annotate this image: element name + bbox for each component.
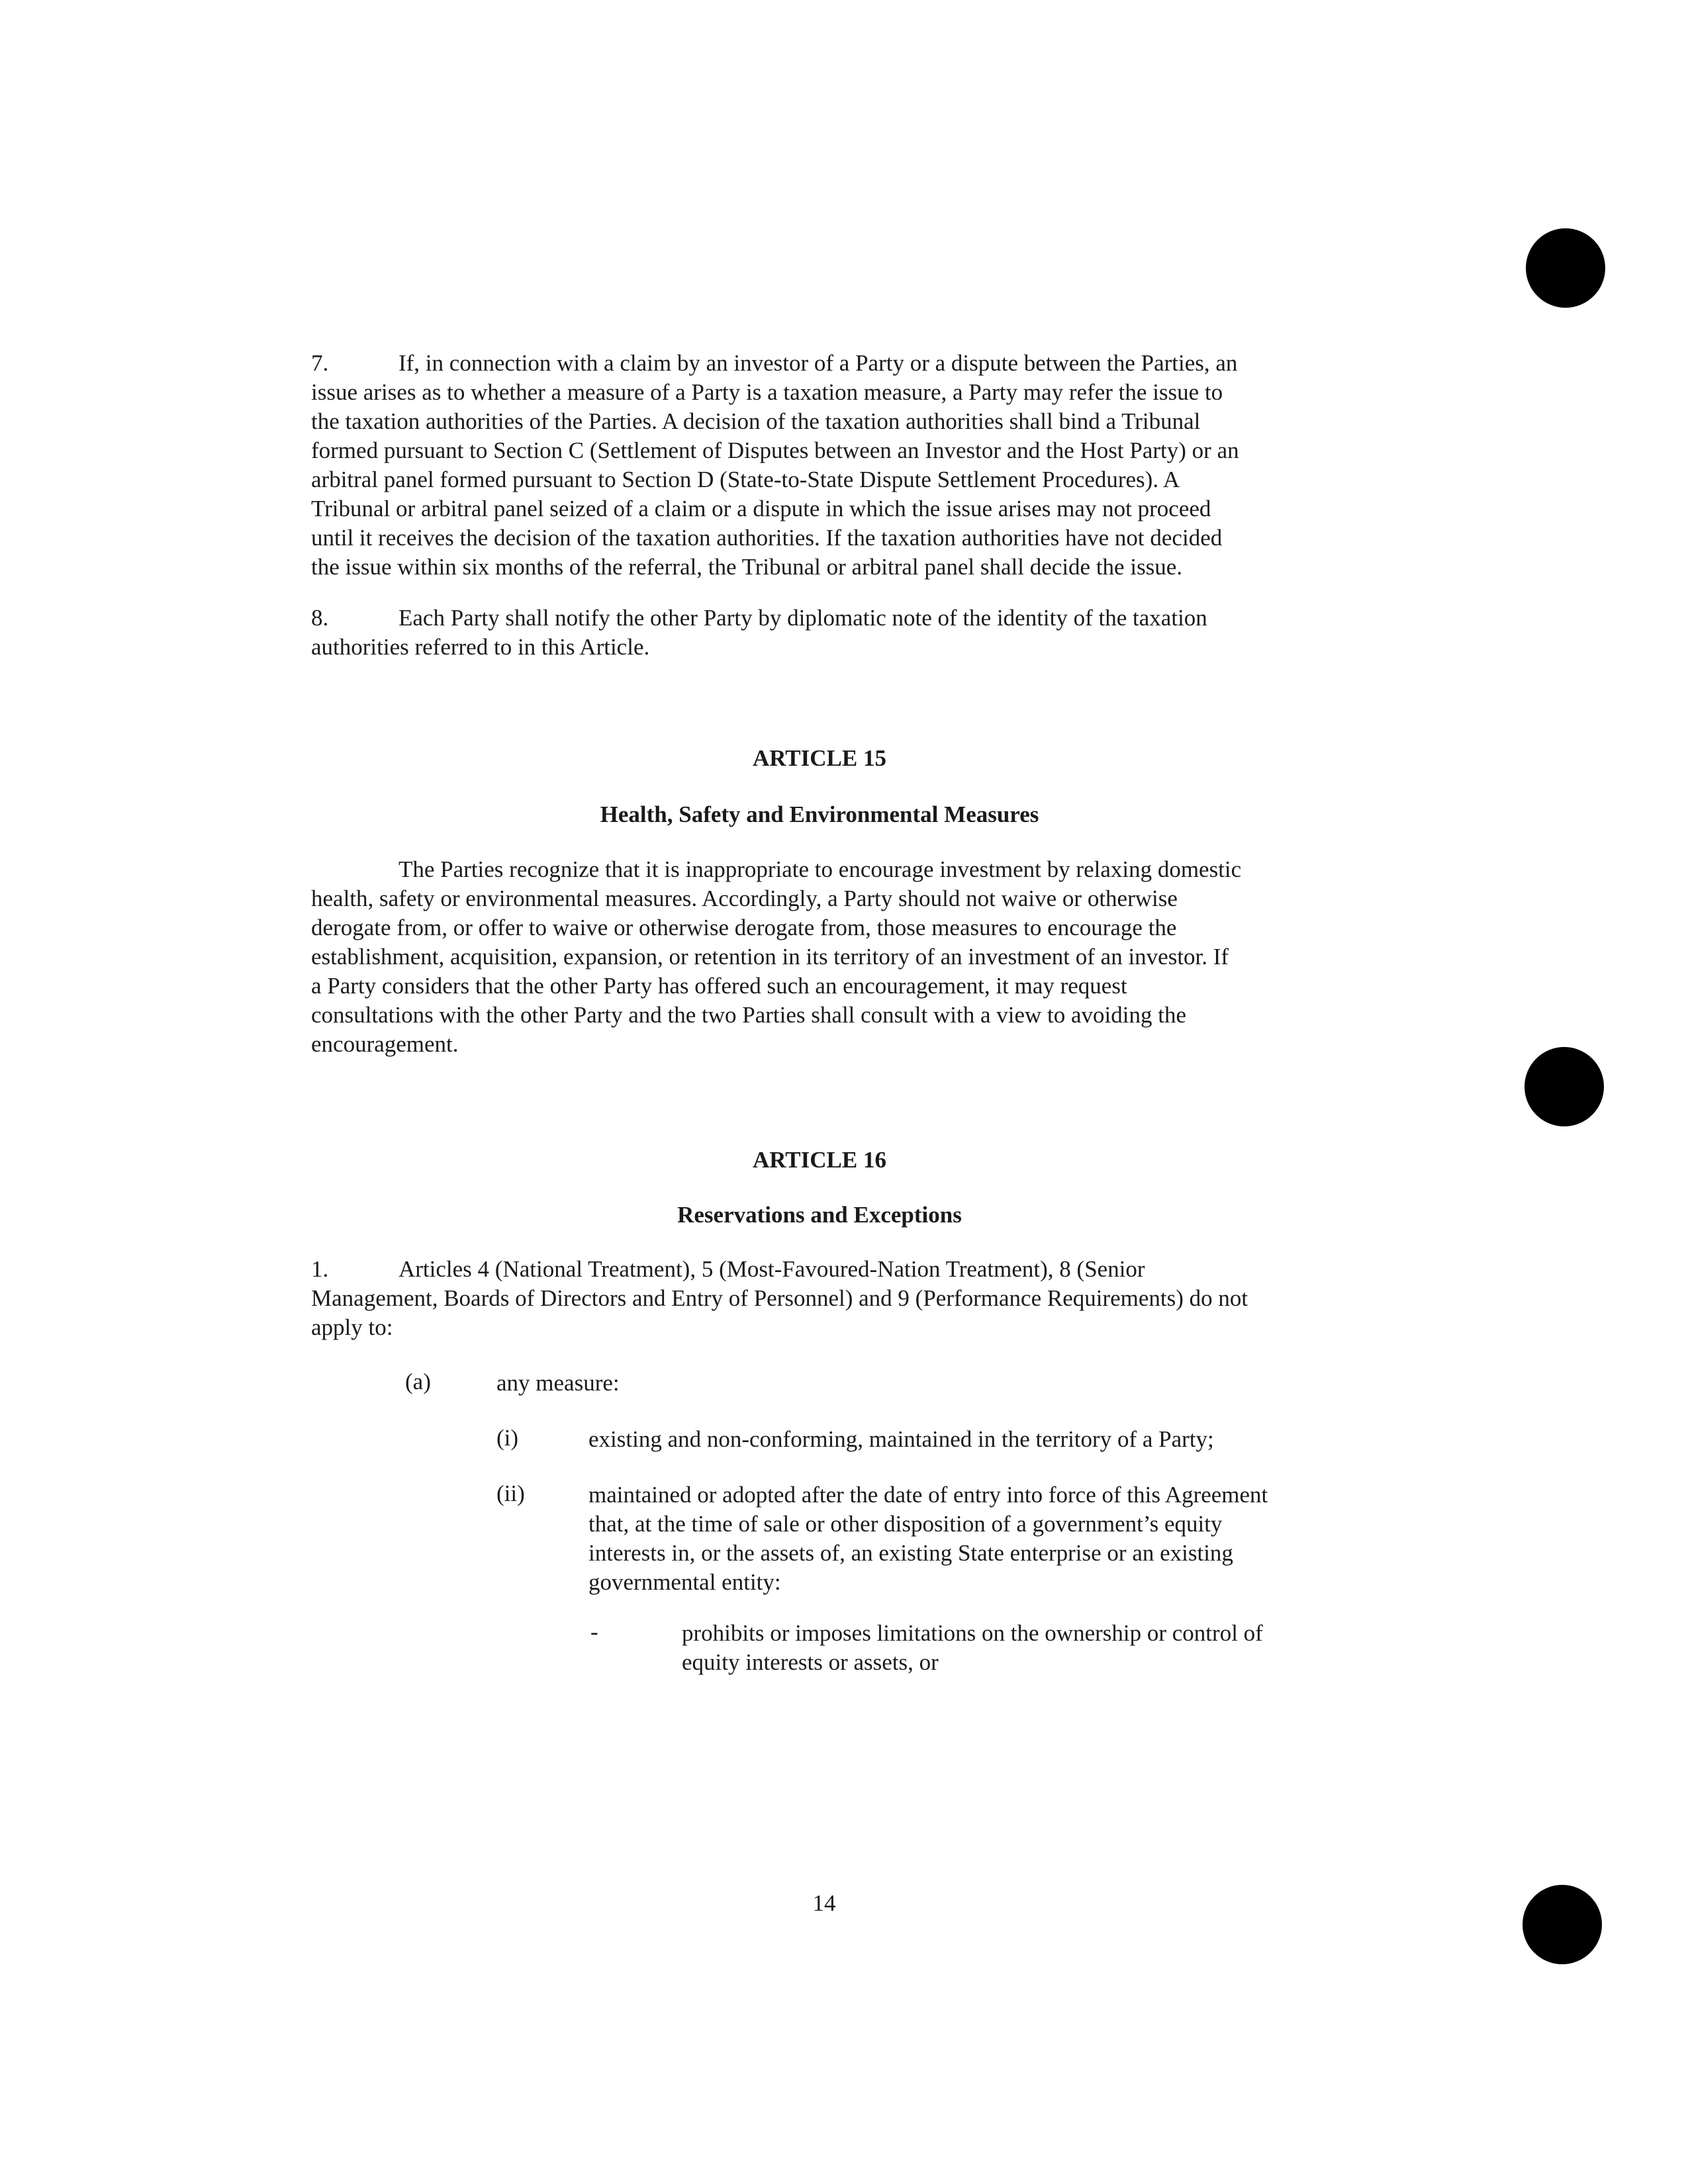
text-line: Each Party shall notify the other Party by diplomatic note of the identity of the taxation: [399, 605, 1207, 631]
article-16-title: Reservations and Exceptions: [677, 1202, 962, 1228]
text-line: a Party considers that the other Party has offered such an encouragement, it may request: [311, 973, 1127, 999]
paragraph-number: 1.: [311, 1256, 329, 1282]
paragraph-number: 7.: [311, 350, 329, 376]
text-line: equity interests or assets, or: [682, 1649, 939, 1675]
article-16-paragraph-1: [311, 1255, 1248, 1342]
text-line: prohibits or imposes limitations on the ownership or control of: [682, 1620, 1263, 1646]
text-line: until it receives the decision of the taxation authorities. If the taxation authorities have not decided: [311, 525, 1223, 551]
item-label-a: (a): [405, 1369, 431, 1394]
text-line: issue arises as to whether a measure of a Party is a taxation measure, a Party may refer the issue to: [311, 379, 1223, 405]
text-line: derogate from, or offer to waive or otherwise derogate from, those measures to encourage the: [311, 915, 1177, 940]
text-line: the taxation authorities of the Parties. A decision of the taxation authorities shall bind a Tribunal: [311, 408, 1201, 434]
article-15-heading: ARTICLE 15: [752, 745, 886, 771]
article-15-body: [311, 855, 1241, 1059]
dash-item-text: [682, 1619, 1263, 1677]
text-line: maintained or adopted after the date of entry into force of this Agreement: [588, 1482, 1268, 1508]
item-label-dash: -: [590, 1619, 598, 1645]
item-label-i: (i): [496, 1425, 519, 1451]
text-line: Management, Boards of Directors and Entry of Personnel) and 9 (Performance Requirements) do not: [311, 1285, 1248, 1311]
item-label-ii: (ii): [496, 1480, 525, 1506]
paragraph-number: 8.: [311, 605, 329, 631]
text-line: health, safety or environmental measures. Accordingly, a Party should not waive or otherwise: [311, 886, 1178, 911]
item-a-text: any measure:: [496, 1370, 620, 1396]
text-line: formed pursuant to Section C (Settlement of Disputes between an Investor and the Host Party) or an: [311, 437, 1239, 463]
binder-hole-top: [1526, 228, 1605, 308]
text-line: that, at the time of sale or other disposition of a government’s equity: [588, 1511, 1223, 1537]
text-line: consultations with the other Party and the two Parties shall consult with a view to avoiding the: [311, 1002, 1187, 1028]
text-line: the issue within six months of the referral, the Tribunal or arbitral panel shall decide the issue.: [311, 554, 1183, 580]
text-line: governmental entity:: [588, 1569, 781, 1595]
text-line: apply to:: [311, 1314, 393, 1340]
text-line: authorities referred to in this Article.: [311, 634, 650, 660]
text-line: encouragement.: [311, 1031, 459, 1057]
binder-hole-middle: [1524, 1047, 1604, 1126]
text-line: Tribunal or arbitral panel seized of a claim or a dispute in which the issue arises may not proceed: [311, 496, 1211, 522]
text-line: interests in, or the assets of, an existing State enterprise or an existing: [588, 1540, 1233, 1566]
text-line: If, in connection with a claim by an investor of a Party or a dispute between the Parties, an: [399, 350, 1238, 376]
text-line: The Parties recognize that it is inappropriate to encourage investment by relaxing domestic: [399, 856, 1242, 882]
text-line: establishment, acquisition, expansion, or retention in its territory of an investment of an investor. If: [311, 944, 1229, 970]
item-ii-text: [588, 1480, 1268, 1597]
page-number: 14: [812, 1890, 836, 1916]
paragraph-7: [311, 349, 1239, 582]
item-i-text: existing and non-conforming, maintained in the territory of a Party;: [588, 1426, 1214, 1452]
article-15-title: Health, Safety and Environmental Measures: [600, 801, 1039, 827]
article-16-heading: ARTICLE 16: [752, 1147, 886, 1173]
text-line: Articles 4 (National Treatment), 5 (Most-Favoured-Nation Treatment), 8 (Senior: [399, 1256, 1145, 1282]
paragraph-8: [311, 604, 1207, 662]
text-line: arbitral panel formed pursuant to Section D (State-to-State Dispute Settlement Procedures). A: [311, 467, 1180, 492]
